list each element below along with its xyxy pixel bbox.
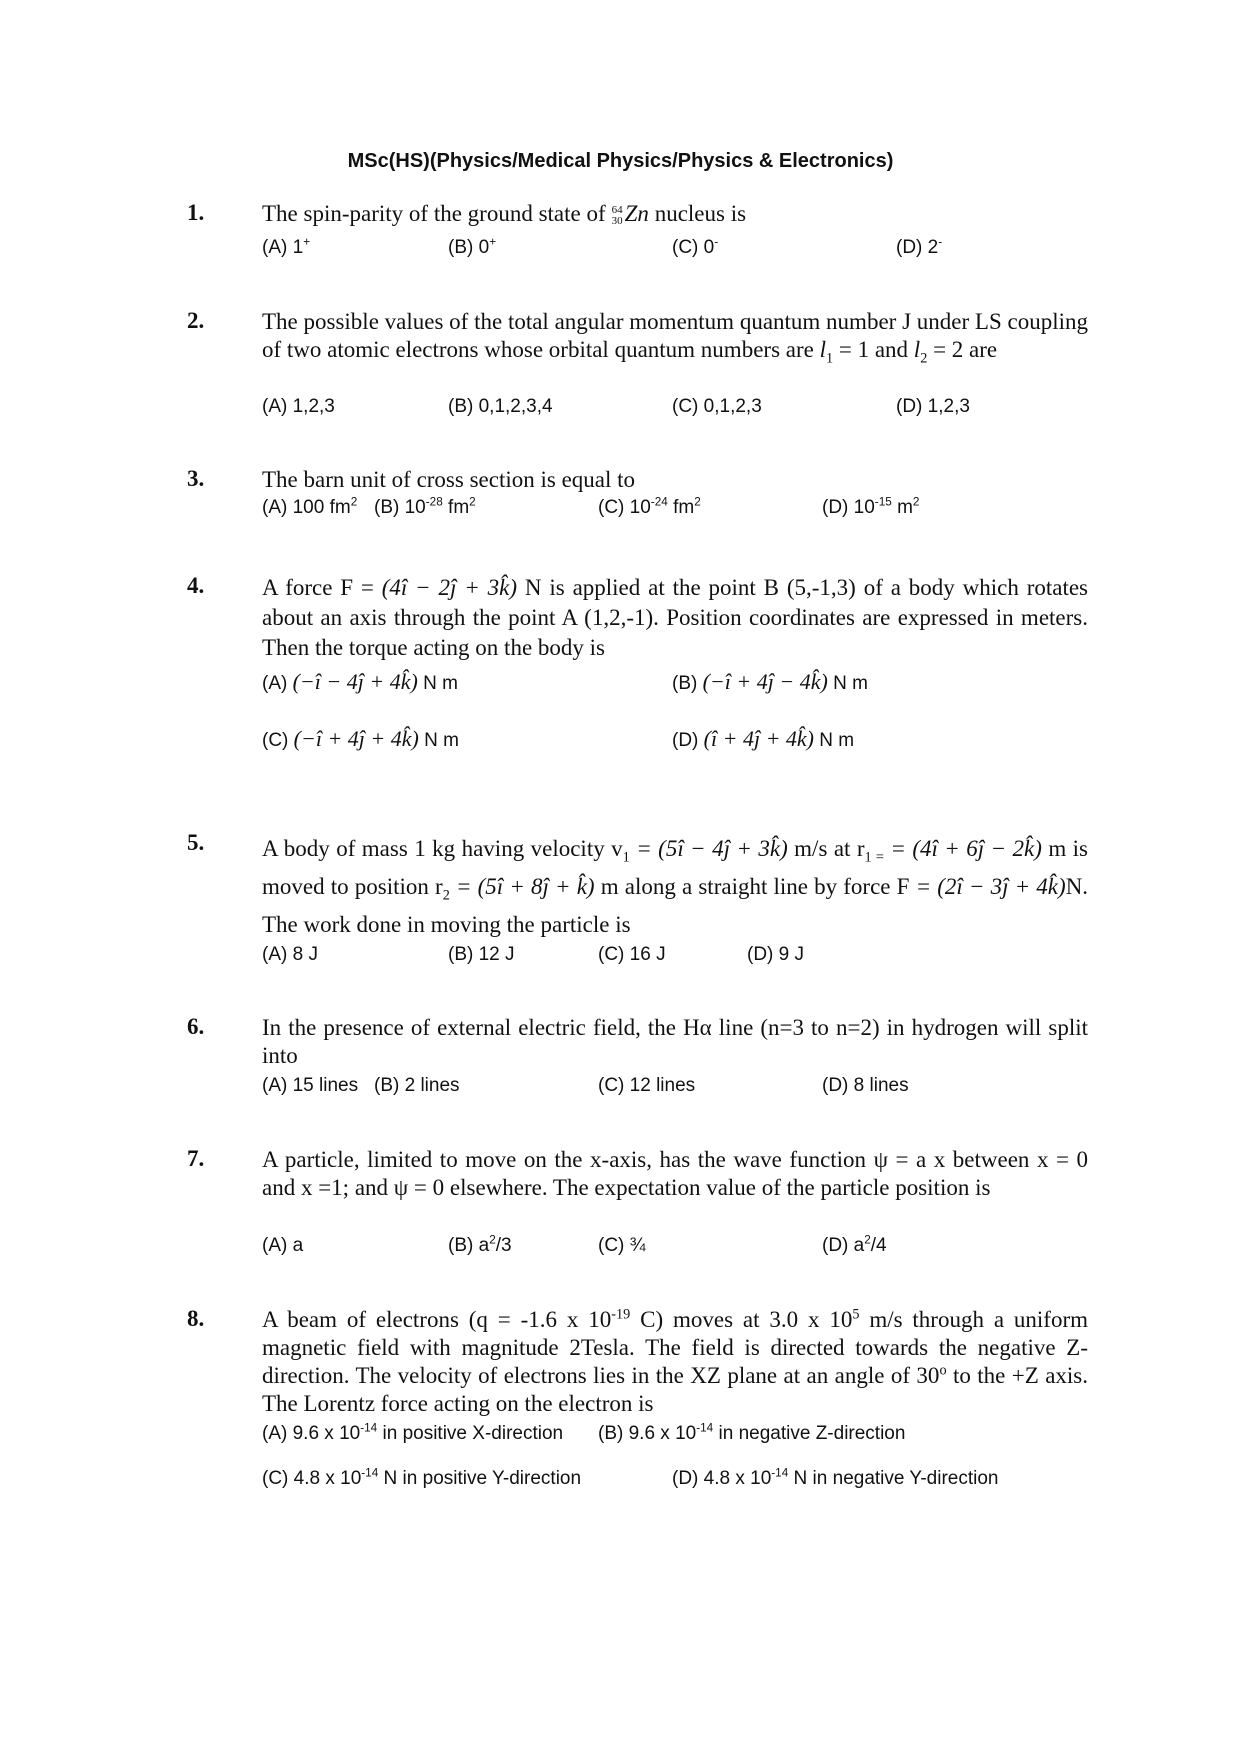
question-number: 2. — [187, 308, 205, 333]
question-text: A particle, limited to move on the x-axis, has the wave function ψ = a x between x = 0 and x =1; and ψ = 0 elsewhere. The expectation value of the particle position is — [262, 1147, 1088, 1200]
question-number: 8. — [187, 1306, 205, 1331]
question-number: 5. — [187, 830, 205, 855]
question-number: 6. — [187, 1014, 205, 1039]
option-b[interactable]: (B) 12 J — [448, 944, 515, 965]
option-a[interactable]: (A) 1+ — [262, 235, 311, 258]
option-c[interactable]: (C) 12 lines — [598, 1075, 696, 1096]
option-c[interactable]: (C) 0,1,2,3 — [672, 396, 762, 417]
option-a[interactable]: (A) 8 J — [262, 944, 318, 965]
option-b[interactable]: (B) $10^{-28}$ $fm^2$ — [374, 495, 476, 518]
option-b[interactable]: (B) 2 lines — [374, 1075, 460, 1096]
option-c[interactable]: (C) ¾ — [598, 1235, 646, 1256]
option-a[interactable]: (A) 15 lines — [262, 1075, 359, 1096]
page-title: MSc(HS)(Physics/Medical Physics/Physics & Electronics) — [347, 150, 894, 172]
option-b[interactable]: (B) 9.6 x $10^{-14}$ in negative Z-direction — [598, 1421, 906, 1444]
option-d[interactable]: (D) 1,2,3 — [896, 396, 970, 417]
option-d[interactable]: (D) 4.8 x $10^{-14}$ N in negative Y-direction — [672, 1466, 999, 1489]
question-text: A beam of electrons (q = -1.6 x $10^{-19}$ C) moves at 3.0 x $10^5$ m/s through a uniform magnetic field with magnitude 2Tesla. The field is directed towards the negative Z-direction. The velocity of electrons lies in the XZ plane at an angle of 30$^o$ to the +Z axis. The Lorentz force acting on the electron is — [262, 1306, 1089, 1416]
option-d[interactable]: (D) $a^2/4$ — [822, 1233, 887, 1256]
option-c[interactable]: (C) 0- — [672, 235, 719, 258]
option-d[interactable]: (D) $10^{-15}$ $m^2$ — [822, 495, 920, 518]
question-text: A body of mass 1 kg having velocity $v_1$ = (5î − 4ĵ + 3k̂) m/s at $r_{1 =}$ = (4î + 6ĵ − 2k̂) m is moved to position $r_2$ = (5î + 8ĵ + k̂) m along a straight line by force F = (2î − 3ĵ + 4k̂)N. The work done in moving the particle is — [262, 836, 1089, 937]
option-a[interactable]: (A) 100 $fm^2$ — [262, 495, 358, 518]
question-number: 3. — [187, 466, 205, 491]
option-a[interactable]: (A) a — [262, 1235, 304, 1256]
option-a[interactable]: (A) 1,2,3 — [262, 396, 335, 417]
option-b[interactable]: (B) 0+ — [448, 235, 497, 258]
question-text: The spin-parity of the ground state of 64 30 Zn nucleus is — [262, 201, 747, 227]
option-c[interactable]: (C) 16 J — [598, 944, 666, 965]
question-text: A force F = (4î − 2ĵ + 3k̂) N is applied at the point B (5,-1,3) of a body which rotates about an axis through the point A (1,2,-1). Position coordinates are expressed in meters. Then the torque acting on the body is — [262, 575, 1089, 660]
option-d[interactable]: (D) 2- — [896, 235, 943, 258]
option-b[interactable]: (B) $a^2/3$ — [448, 1233, 512, 1256]
question-number: 4. — [187, 573, 205, 598]
option-a[interactable]: (A) 9.6 x $10^{-14}$ in positive X-direction — [262, 1421, 564, 1444]
question-text: The possible values of the total angular momentum quantum number J under LS coupling of two atomic electrons whose orbital quantum numbers are $l_1 = 1$ and $l_2 = 2$ are — [262, 309, 1088, 367]
option-d[interactable]: (D) 8 lines — [822, 1075, 909, 1096]
question-text: In the presence of external electric field, the Hα line (n=3 to n=2) in hydrogen will split into — [262, 1015, 1088, 1068]
question-text: The barn unit of cross section is equal to — [262, 467, 636, 492]
question-number: 1. — [187, 200, 205, 225]
question-number: 7. — [187, 1146, 205, 1171]
option-c[interactable]: (C) 4.8 x $10^{-14}$ N in positive Y-direction — [262, 1466, 582, 1489]
isotope-notation: 64 30 — [611, 203, 623, 227]
option-c[interactable]: (C) $10^{-24}$ $fm^2$ — [598, 495, 701, 518]
option-a[interactable]: (A) (−î − 4ĵ + 4k̂) N m — [262, 669, 458, 694]
option-b[interactable]: (B) (−î + 4ĵ − 4k̂) N m — [672, 669, 868, 694]
option-d[interactable]: (D) (î + 4ĵ + 4k̂) N m — [672, 726, 855, 751]
option-b[interactable]: (B) 0,1,2,3,4 — [448, 396, 553, 417]
option-d[interactable]: (D) 9 J — [747, 944, 804, 965]
option-c[interactable]: (C) (−î + 4ĵ + 4k̂) N m — [262, 726, 459, 751]
